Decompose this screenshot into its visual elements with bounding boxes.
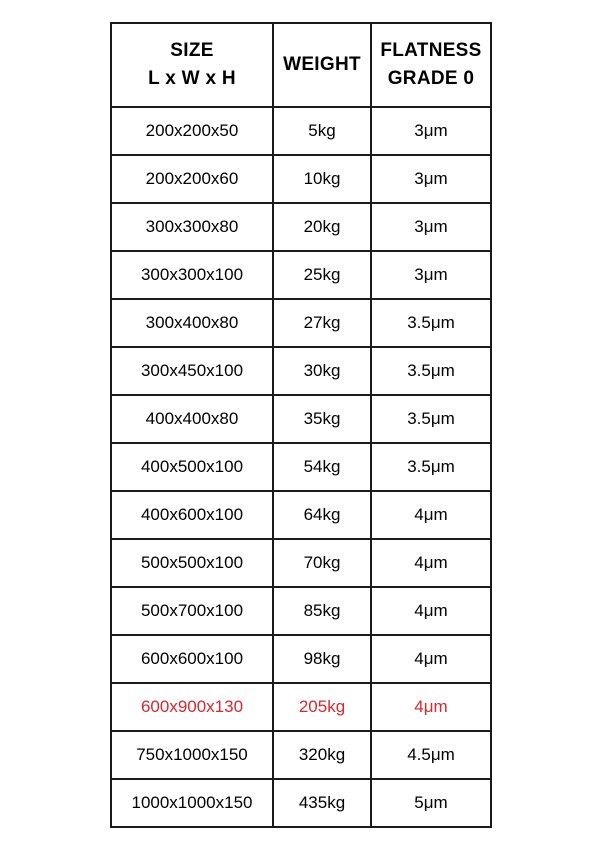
spec-table bbox=[110, 22, 492, 828]
cell-weight: 205kg bbox=[273, 683, 371, 731]
table-row bbox=[111, 635, 491, 683]
cell-flatness: 3.5μm bbox=[371, 443, 491, 491]
cell-size: 400x500x100 bbox=[111, 443, 273, 491]
cell-weight: 10kg bbox=[273, 155, 371, 203]
cell-flatness: 3μm bbox=[371, 107, 491, 155]
table-header-row bbox=[111, 23, 491, 107]
cell-weight: 20kg bbox=[273, 203, 371, 251]
table-row bbox=[111, 587, 491, 635]
table-row bbox=[111, 299, 491, 347]
cell-size: 200x200x50 bbox=[111, 107, 273, 155]
cell-size: 200x200x60 bbox=[111, 155, 273, 203]
cell-size: 400x600x100 bbox=[111, 491, 273, 539]
cell-flatness: 4μm bbox=[371, 683, 491, 731]
cell-size: 1000x1000x150 bbox=[111, 779, 273, 827]
cell-flatness: 4μm bbox=[371, 587, 491, 635]
cell-flatness: 4.5μm bbox=[371, 731, 491, 779]
header-flatness-title: FLATNESS bbox=[380, 40, 482, 62]
cell-flatness: 5μm bbox=[371, 779, 491, 827]
header-flatness-grade: GRADE 0 bbox=[387, 68, 475, 89]
cell-weight: 25kg bbox=[273, 251, 371, 299]
cell-size: 300x300x80 bbox=[111, 203, 273, 251]
cell-flatness: 3.5μm bbox=[371, 347, 491, 395]
cell-weight: 435kg bbox=[273, 779, 371, 827]
cell-flatness: 4μm bbox=[371, 539, 491, 587]
table-row bbox=[111, 203, 491, 251]
table-row bbox=[111, 107, 491, 155]
header-weight: WEIGHT bbox=[273, 23, 371, 107]
cell-size: 600x900x130 bbox=[111, 683, 273, 731]
cell-weight: 64kg bbox=[273, 491, 371, 539]
cell-weight: 27kg bbox=[273, 299, 371, 347]
table-row bbox=[111, 443, 491, 491]
cell-size: 300x300x100 bbox=[111, 251, 273, 299]
cell-size: 500x500x100 bbox=[111, 539, 273, 587]
cell-flatness: 3μm bbox=[371, 155, 491, 203]
cell-size: 750x1000x150 bbox=[111, 731, 273, 779]
cell-size: 600x600x100 bbox=[111, 635, 273, 683]
cell-weight: 5kg bbox=[273, 107, 371, 155]
cell-flatness: 4μm bbox=[371, 491, 491, 539]
table-row bbox=[111, 683, 491, 731]
header-size bbox=[111, 23, 273, 107]
cell-size: 400x400x80 bbox=[111, 395, 273, 443]
cell-weight: 85kg bbox=[273, 587, 371, 635]
header-flatness bbox=[371, 23, 491, 107]
cell-flatness: 3μm bbox=[371, 251, 491, 299]
table-row bbox=[111, 251, 491, 299]
header-size-dimensions: L x W x H bbox=[148, 68, 236, 89]
cell-size: 500x700x100 bbox=[111, 587, 273, 635]
table-row bbox=[111, 539, 491, 587]
table-row bbox=[111, 731, 491, 779]
header-size-title: SIZE bbox=[170, 40, 214, 62]
cell-flatness: 3.5μm bbox=[371, 299, 491, 347]
cell-size: 300x450x100 bbox=[111, 347, 273, 395]
table-body bbox=[111, 107, 491, 827]
table-row bbox=[111, 155, 491, 203]
cell-weight: 98kg bbox=[273, 635, 371, 683]
table-row bbox=[111, 779, 491, 827]
cell-weight: 320kg bbox=[273, 731, 371, 779]
cell-weight: 30kg bbox=[273, 347, 371, 395]
cell-weight: 54kg bbox=[273, 443, 371, 491]
cell-flatness: 4μm bbox=[371, 635, 491, 683]
cell-flatness: 3μm bbox=[371, 203, 491, 251]
table-row bbox=[111, 395, 491, 443]
cell-flatness: 3.5μm bbox=[371, 395, 491, 443]
cell-size: 300x400x80 bbox=[111, 299, 273, 347]
table-row bbox=[111, 491, 491, 539]
cell-weight: 70kg bbox=[273, 539, 371, 587]
cell-weight: 35kg bbox=[273, 395, 371, 443]
table-row bbox=[111, 347, 491, 395]
